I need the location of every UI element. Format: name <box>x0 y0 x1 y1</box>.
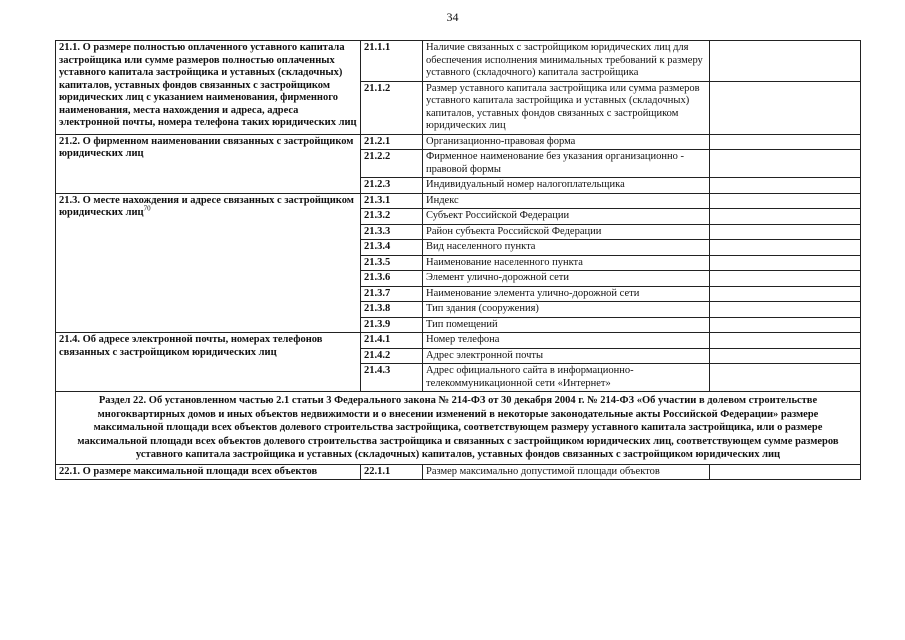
row-description: Наименование элемента улично-дорожной сети <box>423 286 710 302</box>
row-description: Индекс <box>423 193 710 209</box>
table-body-section-21 <box>56 41 861 392</box>
row-code: 21.3.8 <box>361 302 423 318</box>
row-code: 21.3.1 <box>361 193 423 209</box>
table-row <box>56 333 861 349</box>
row-value-cell <box>710 333 861 349</box>
group-title <box>56 41 361 135</box>
row-code: 21.2.3 <box>361 178 423 194</box>
row-value-cell <box>710 271 861 287</box>
group-title <box>56 193 361 333</box>
row-code: 21.1.2 <box>361 81 423 134</box>
row-description: Элемент улично-дорожной сети <box>423 271 710 287</box>
row-value-cell <box>710 255 861 271</box>
row-code: 21.3.6 <box>361 271 423 287</box>
row-value-cell <box>710 81 861 134</box>
group-title-text: 21.2. О фирменном наименовании связанных с застройщиком юридических лиц <box>59 135 354 159</box>
row-value-cell <box>710 464 861 480</box>
row-value-cell <box>710 317 861 333</box>
table-row <box>56 464 861 480</box>
row-code: 21.4.3 <box>361 364 423 392</box>
row-code: 21.3.7 <box>361 286 423 302</box>
row-code: 21.3.9 <box>361 317 423 333</box>
row-value-cell <box>710 193 861 209</box>
group-title-text: 21.1. О размере полностью оплаченного уставного капитала застройщика или сумме размеров полностью оплаченных уставного капитала застройщика и уставных (складочных) капиталов, уставных фондов связанных с застройщиком юридических лиц с указанием наименования, фирменного наименования, места нахождения и адреса, адреса электронной почты, номера телефона таких юридических лиц <box>59 42 357 128</box>
row-description: Организационно-правовая форма <box>423 134 710 150</box>
group-title-text: 21.3. О месте нахождения и адресе связанных с застройщиком юридических лиц <box>59 194 354 218</box>
group-title <box>56 333 361 392</box>
row-description: Тип помещений <box>423 317 710 333</box>
row-description: Тип здания (сооружения) <box>423 302 710 318</box>
row-description: Адрес официального сайта в информационно-телекоммуникационной сети «Интернет» <box>423 364 710 392</box>
row-description: Вид населенного пункта <box>423 240 710 256</box>
section-22-header: Раздел 22. Об установленном частью 2.1 статьи 3 Федерального закона № 214-ФЗ от 30 декабря 2004 г. № 214-ФЗ «Об участии в долевом строительстве многоквартирных домов и иных объектов недвижимости и о внесении изменений в некоторые законодательные акты Российской Федерации» размере максимальной площади всех объектов долевого строительства застройщика, соответствующем размеру уставного капитала застройщика, или о размере максимальной площади всех объектов долевого строительства застройщика и связанных с застройщиком юридических лиц, соответствующем сумме размеров уставного капитала застройщика и уставных (складочных) капиталов, уставных фондов связанных с застройщиком юридических лиц <box>56 392 861 465</box>
row-description: Размер уставного капитала застройщика или сумма размеров уставного капитала застройщика и уставных (складочных) капиталов, уставных фондов связанных с застройщиком юридических лиц <box>423 81 710 134</box>
row-description: Индивидуальный номер налогоплательщика <box>423 178 710 194</box>
row-value-cell <box>710 209 861 225</box>
row-value-cell <box>710 150 861 178</box>
group-title <box>56 134 361 193</box>
row-value-cell <box>710 134 861 150</box>
row-description: Фирменное наименование без указания организационно - правовой формы <box>423 150 710 178</box>
group-title-text: 21.4. Об адресе электронной почты, номерах телефонов связанных с застройщиком юридических лиц <box>59 334 323 358</box>
row-code: 21.3.4 <box>361 240 423 256</box>
row-description: Наименование населенного пункта <box>423 255 710 271</box>
table-body-section-22-header <box>56 392 861 465</box>
footnote-ref: 70 <box>143 204 151 213</box>
row-code: 21.2.2 <box>361 150 423 178</box>
row-code: 21.3.2 <box>361 209 423 225</box>
row-value-cell <box>710 286 861 302</box>
row-value-cell <box>710 302 861 318</box>
group-title-text: 22.1. О размере максимальной площади всех объектов <box>59 465 318 477</box>
row-description: Размер максимально допустимой площади объектов <box>423 464 710 480</box>
page-number: 34 <box>446 10 459 24</box>
row-code: 21.2.1 <box>361 134 423 150</box>
row-value-cell <box>710 178 861 194</box>
row-code: 22.1.1 <box>361 464 423 480</box>
row-code: 21.4.2 <box>361 348 423 364</box>
row-value-cell <box>710 364 861 392</box>
row-code: 21.3.3 <box>361 224 423 240</box>
row-description: Наличие связанных с застройщиком юридических лиц для обеспечения исполнения минимальных требований к размеру уставного (складочного) капитала застройщика <box>423 41 710 82</box>
table-row <box>56 193 861 209</box>
disclosure-table <box>55 40 861 480</box>
row-code: 21.1.1 <box>361 41 423 82</box>
row-value-cell <box>710 348 861 364</box>
row-code: 21.4.1 <box>361 333 423 349</box>
row-value-cell <box>710 240 861 256</box>
row-code: 21.3.5 <box>361 255 423 271</box>
row-description: Субъект Российской Федерации <box>423 209 710 225</box>
row-description: Адрес электронной почты <box>423 348 710 364</box>
section-22-header-row <box>56 392 861 465</box>
row-value-cell <box>710 41 861 82</box>
table-body-section-22 <box>56 464 861 480</box>
row-description: Район субъекта Российской Федерации <box>423 224 710 240</box>
row-value-cell <box>710 224 861 240</box>
table-row <box>56 134 861 150</box>
row-description: Номер телефона <box>423 333 710 349</box>
group-title <box>56 464 361 480</box>
table-row <box>56 41 861 82</box>
